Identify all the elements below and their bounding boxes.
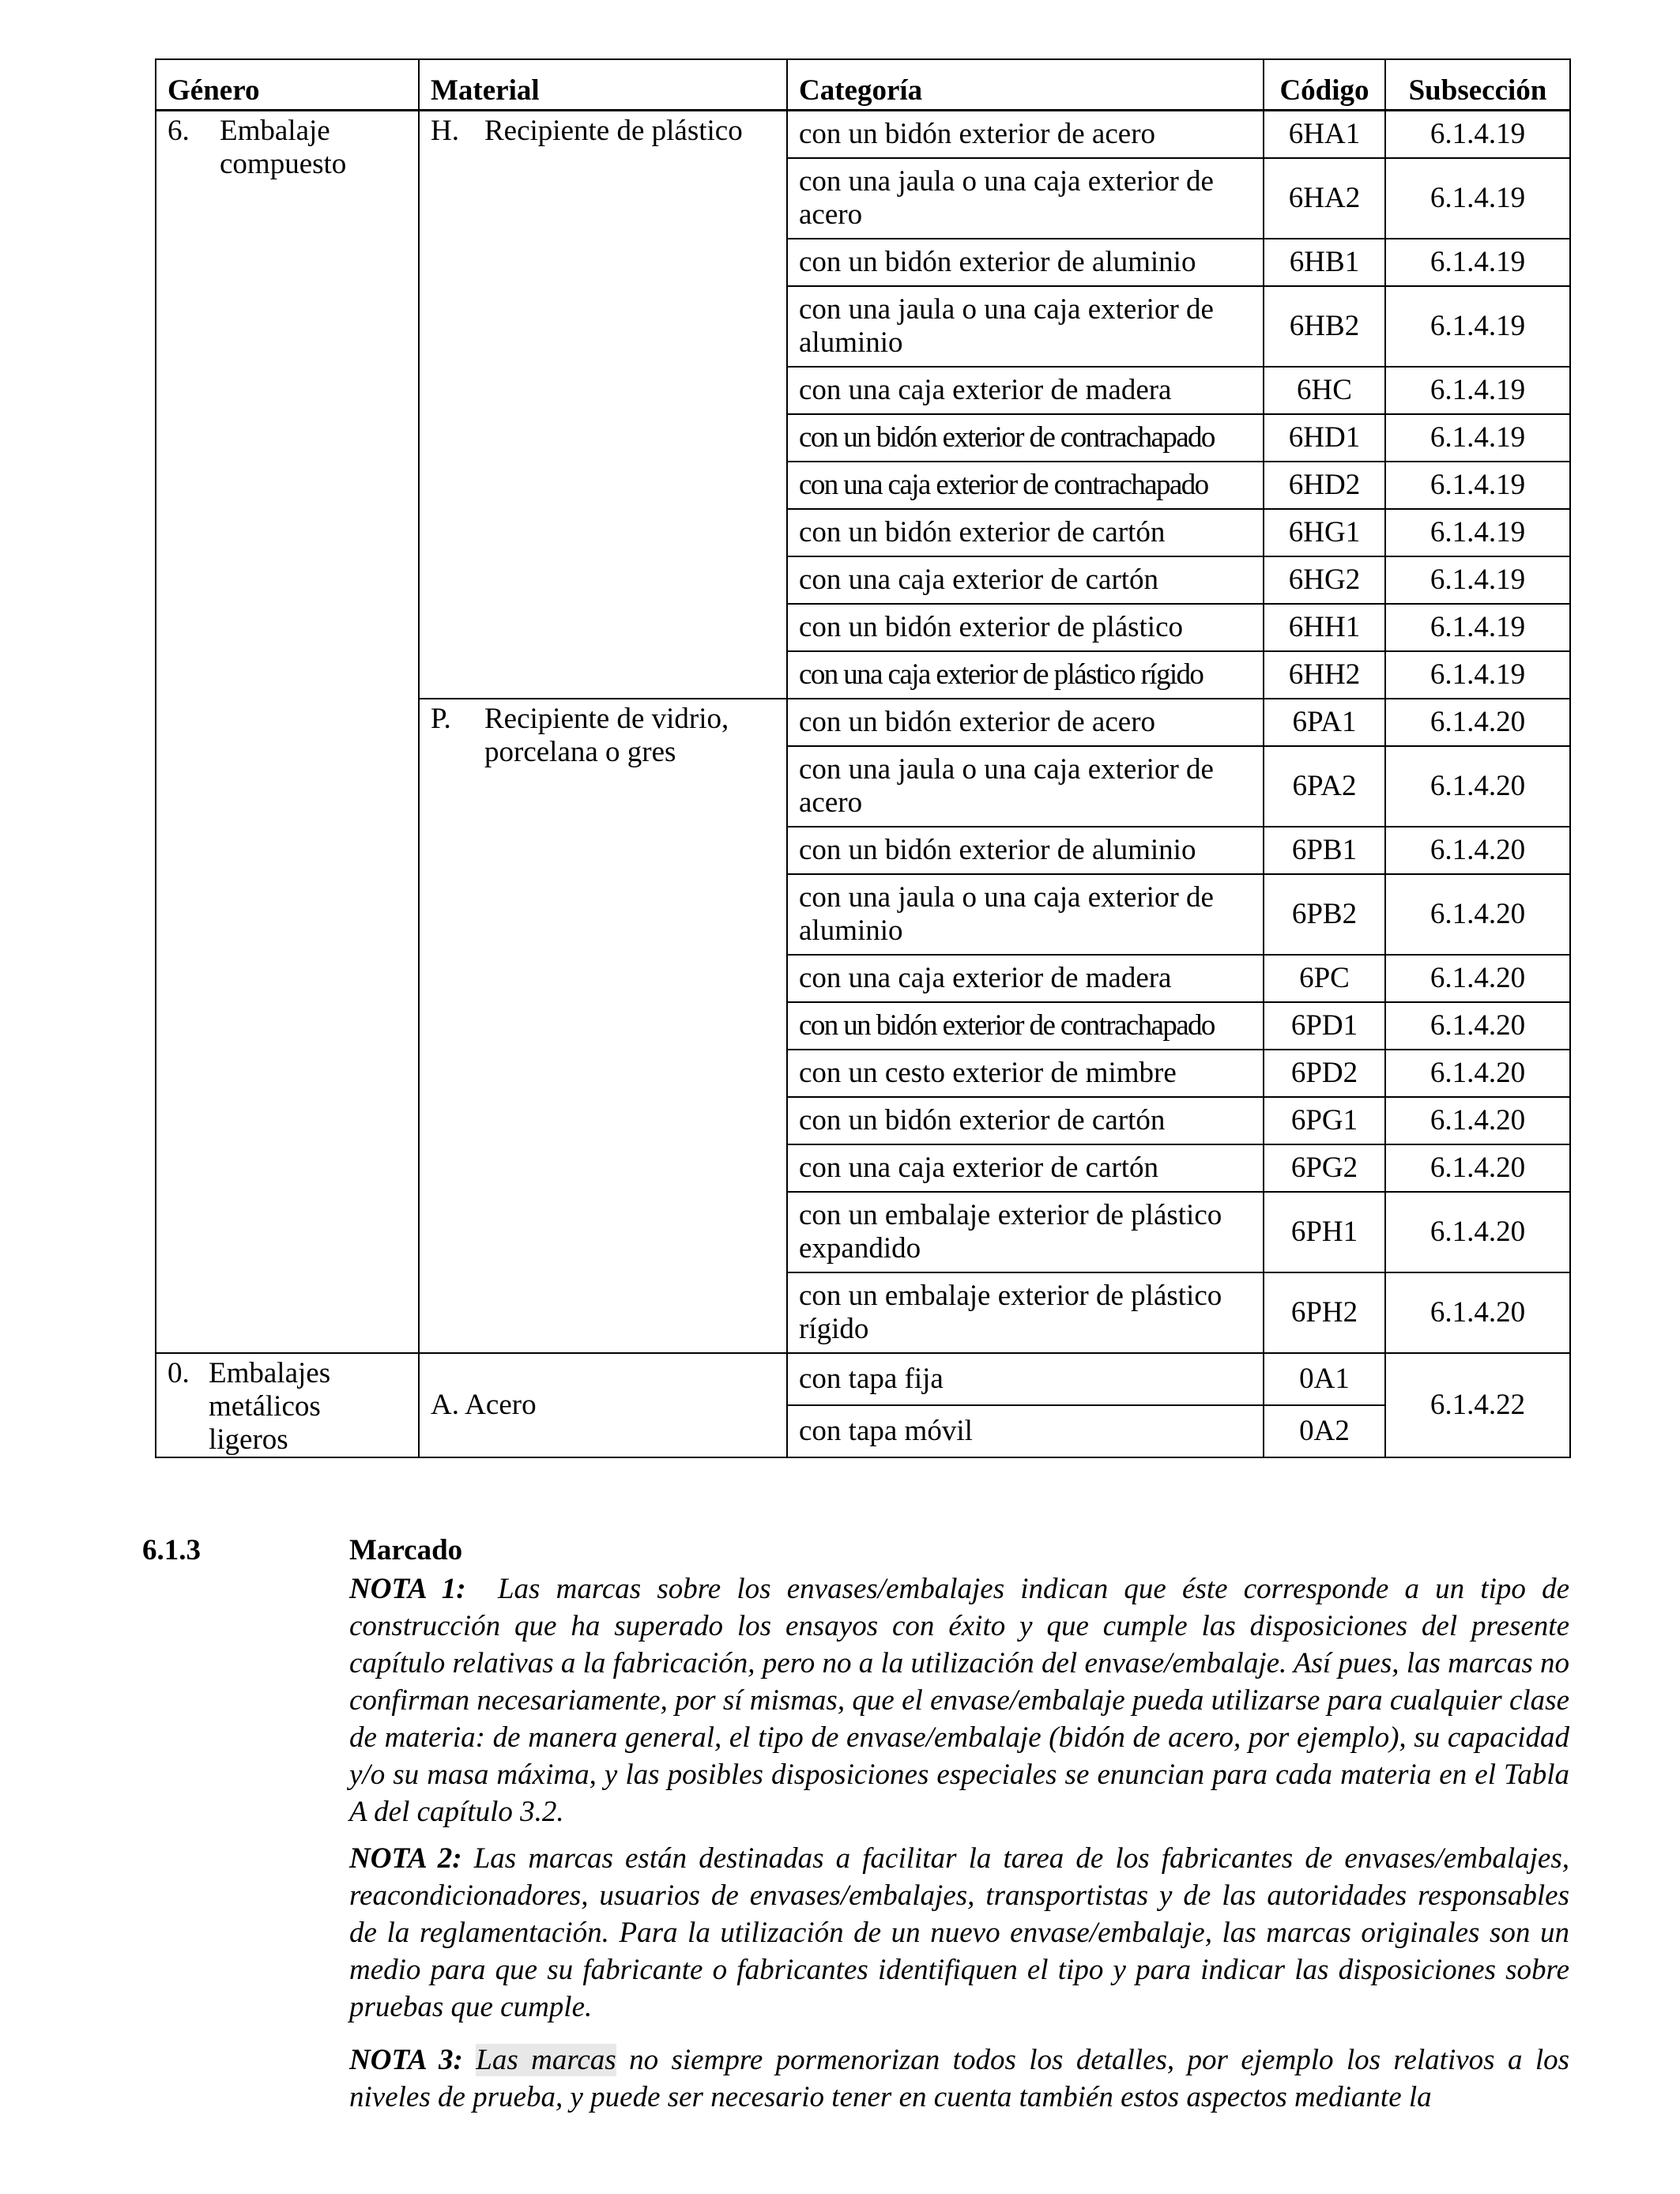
codigo-cell: 6PH1 — [1264, 1192, 1385, 1272]
subseccion-cell: 6.1.4.19 — [1385, 556, 1570, 604]
genre-0-label: Embalajes metálicos ligeros — [209, 1357, 331, 1456]
note-1 — [349, 1570, 1569, 1830]
subseccion-cell: 6.1.4.19 — [1385, 462, 1570, 509]
categoria-cell: con un bidón exterior de acero — [787, 111, 1264, 159]
codigo-cell: 6PB1 — [1264, 827, 1385, 874]
categoria-cell: con un bidón exterior de aluminio — [787, 827, 1264, 874]
note-3-text: no siempre pormenorizan todos los detalles, por ejemplo los relativos a los niveles de prueba, y puede ser necesario tener en cuenta también estos aspectos mediante la — [349, 2044, 1570, 2113]
codigo-cell: 6PH2 — [1264, 1272, 1385, 1353]
subseccion-cell: 6.1.4.20 — [1385, 827, 1570, 874]
codigo-cell: 6HC — [1264, 367, 1385, 414]
categoria-cell: con una caja exterior de madera — [787, 367, 1264, 414]
codigo-cell: 6HH2 — [1264, 651, 1385, 699]
note-3-highlight: Las marcas — [476, 2044, 616, 2076]
header-material: Material — [419, 59, 787, 111]
categoria-cell: con una caja exterior de plástico rígido — [787, 651, 1264, 699]
subseccion-cell: 6.1.4.19 — [1385, 509, 1570, 556]
subseccion-cell: 6.1.4.20 — [1385, 746, 1570, 827]
genre-0-number: 0. — [168, 1357, 190, 1389]
note-3 — [349, 2041, 1569, 2116]
subseccion-cell: 6.1.4.20 — [1385, 1272, 1570, 1353]
material-p-label: Recipiente de vidrio, porcelana o gres — [484, 703, 729, 768]
genre-6-number: 6. — [168, 115, 190, 147]
subseccion-cell: 6.1.4.20 — [1385, 1002, 1570, 1050]
categoria-cell: con un embalaje exterior de plástico rígido — [787, 1272, 1264, 1353]
categoria-cell: con una caja exterior de cartón — [787, 1144, 1264, 1192]
codigo-cell: 6PD1 — [1264, 1002, 1385, 1050]
subseccion-cell: 6.1.4.20 — [1385, 699, 1570, 746]
subseccion-cell: 6.1.4.20 — [1385, 1144, 1570, 1192]
categoria-cell: con tapa fija — [787, 1353, 1264, 1405]
codigo-cell: 6HA1 — [1264, 111, 1385, 159]
codigo-cell: 6HB1 — [1264, 239, 1385, 286]
packaging-codes-table — [155, 58, 1571, 1458]
section-heading — [142, 1532, 1569, 1569]
categoria-cell: con un bidón exterior de acero — [787, 699, 1264, 746]
note-1-text: Las marcas sobre los envases/embalajes indican que éste corresponde a un tipo de construcción que ha superado los ensayos con éxito y que cumple las disposiciones del presente capítulo relativas a la fabricación, pero no a la utilización del envase/embalaje. Así pues, las marcas no confirman necesariamente, por sí mismas, que el envase/embalaje pueda utilizarse para cualquier clase de materia: de manera general, el tipo de envase/embalaje (bidón de acero, por ejemplo), su capacidad y/o su masa máxima, y las posibles disposiciones especiales se enuncian para cada materia en el Tabla A del capítulo 3.2. — [349, 1573, 1569, 1828]
subseccion-cell: 6.1.4.22 — [1385, 1353, 1570, 1457]
codigo-cell: 6HB2 — [1264, 286, 1385, 367]
subseccion-cell: 6.1.4.20 — [1385, 1097, 1570, 1144]
material-a-cell: A. Acero — [419, 1353, 787, 1457]
codigo-cell: 6HA2 — [1264, 158, 1385, 239]
section-marcado — [142, 1532, 1569, 2116]
categoria-cell: con tapa móvil — [787, 1405, 1264, 1457]
codigo-cell: 6HG1 — [1264, 509, 1385, 556]
codigo-cell: 6HG2 — [1264, 556, 1385, 604]
categoria-cell: con un bidón exterior de plástico — [787, 604, 1264, 651]
subseccion-cell: 6.1.4.20 — [1385, 1192, 1570, 1272]
categoria-cell: con una jaula o una caja exterior de acero — [787, 746, 1264, 827]
note-2 — [349, 1840, 1569, 2026]
categoria-cell: con una caja exterior de contrachapado — [787, 462, 1264, 509]
genre-6-cell — [156, 111, 419, 1354]
material-h-letter: H. — [431, 115, 459, 147]
subseccion-cell: 6.1.4.19 — [1385, 158, 1570, 239]
categoria-cell: con una caja exterior de madera — [787, 955, 1264, 1002]
categoria-cell: con un bidón exterior de contrachapado — [787, 414, 1264, 462]
subseccion-cell: 6.1.4.19 — [1385, 651, 1570, 699]
codigo-cell: 6PC — [1264, 955, 1385, 1002]
note-1-label: NOTA 1: — [349, 1573, 466, 1605]
categoria-cell: con un cesto exterior de mimbre — [787, 1050, 1264, 1097]
subseccion-cell: 6.1.4.19 — [1385, 367, 1570, 414]
categoria-cell: con un bidón exterior de cartón — [787, 509, 1264, 556]
codigo-cell: 6PA1 — [1264, 699, 1385, 746]
codigo-cell: 6HD2 — [1264, 462, 1385, 509]
codigo-cell: 0A1 — [1264, 1353, 1385, 1405]
table-row — [156, 1353, 1570, 1405]
material-h-cell — [419, 111, 787, 699]
section-title: Marcado — [349, 1534, 463, 1566]
subseccion-cell: 6.1.4.19 — [1385, 111, 1570, 159]
header-genero: Género — [156, 59, 419, 111]
categoria-cell: con un embalaje exterior de plástico expandido — [787, 1192, 1264, 1272]
subseccion-cell: 6.1.4.20 — [1385, 955, 1570, 1002]
note-2-text: Las marcas están destinadas a facilitar la tarea de los fabricantes de envases/embalajes, reacondicionadores, usuarios de envases/embalajes, transportistas y de las autoridades responsables de la reglamentación. Para la utilización de un nuevo envase/embalaje, las marcas originales son un medio para que su fabricante o fabricantes identifiquen el tipo y para indicar las disposiciones sobre pruebas que cumple. — [349, 1842, 1569, 2023]
subseccion-cell: 6.1.4.19 — [1385, 414, 1570, 462]
codigo-cell: 6PG2 — [1264, 1144, 1385, 1192]
categoria-cell: con una jaula o una caja exterior de acero — [787, 158, 1264, 239]
codigo-cell: 6PG1 — [1264, 1097, 1385, 1144]
categoria-cell: con una caja exterior de cartón — [787, 556, 1264, 604]
material-h-label: Recipiente de plástico — [484, 115, 743, 147]
table-row — [156, 111, 1570, 159]
subseccion-cell: 6.1.4.19 — [1385, 286, 1570, 367]
table-header-row — [156, 59, 1570, 111]
categoria-cell: con una jaula o una caja exterior de aluminio — [787, 874, 1264, 955]
subseccion-cell: 6.1.4.20 — [1385, 1050, 1570, 1097]
subseccion-cell: 6.1.4.20 — [1385, 874, 1570, 955]
categoria-cell: con un bidón exterior de contrachapado — [787, 1002, 1264, 1050]
codigo-cell: 6PA2 — [1264, 746, 1385, 827]
section-number: 6.1.3 — [142, 1534, 201, 1566]
header-codigo: Código — [1264, 59, 1385, 111]
codigo-cell: 6HH1 — [1264, 604, 1385, 651]
genre-0-cell — [156, 1353, 419, 1457]
codigo-cell: 0A2 — [1264, 1405, 1385, 1457]
codigo-cell: 6PB2 — [1264, 874, 1385, 955]
note-3-label: NOTA 3: — [349, 2044, 463, 2076]
categoria-cell: con un bidón exterior de aluminio — [787, 239, 1264, 286]
codigo-cell: 6PD2 — [1264, 1050, 1385, 1097]
subseccion-cell: 6.1.4.19 — [1385, 604, 1570, 651]
header-categoria: Categoría — [787, 59, 1264, 111]
codigo-cell: 6HD1 — [1264, 414, 1385, 462]
note-2-label: NOTA 2: — [349, 1842, 462, 1875]
categoria-cell: con una jaula o una caja exterior de aluminio — [787, 286, 1264, 367]
material-p-letter: P. — [431, 703, 451, 735]
categoria-cell: con un bidón exterior de cartón — [787, 1097, 1264, 1144]
subseccion-cell: 6.1.4.19 — [1385, 239, 1570, 286]
genre-6-label: Embalaje compuesto — [220, 115, 347, 180]
material-p-cell — [419, 699, 787, 1353]
header-subseccion: Subsección — [1385, 59, 1570, 111]
